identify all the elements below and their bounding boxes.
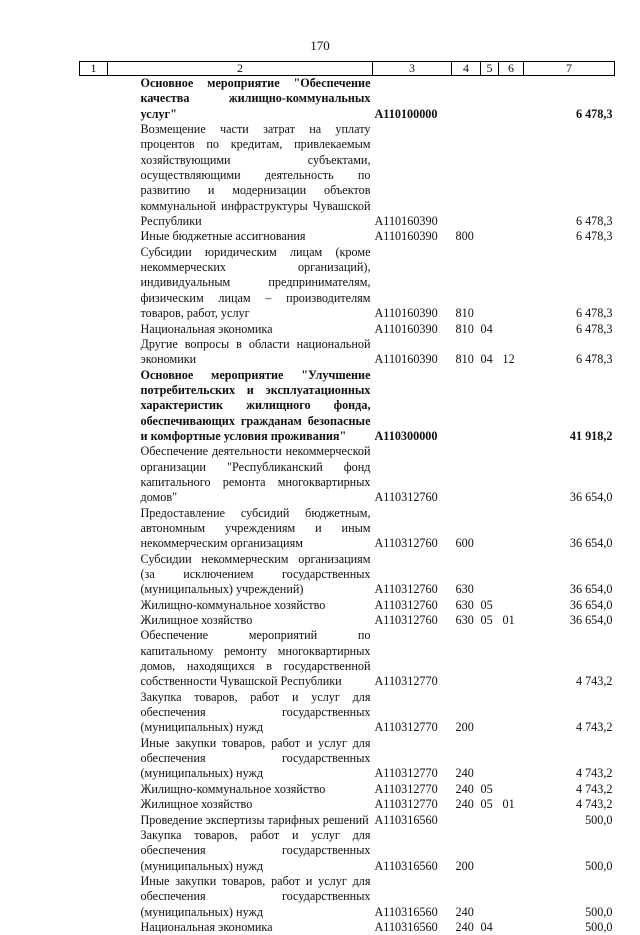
target-code: А110312760 — [373, 444, 452, 505]
item-name: Иные закупки товаров, работ и услуг для обеспечения государственных (муниципальных) нужд — [108, 736, 373, 782]
amount: 4 743,2 — [524, 797, 615, 812]
section-code — [481, 229, 499, 244]
table-row — [80, 229, 615, 244]
target-code: А110312770 — [373, 690, 452, 736]
table-row — [80, 690, 615, 736]
row-number-cell — [80, 245, 108, 322]
item-name: Национальная экономика — [108, 920, 373, 935]
target-code: А110160390 — [373, 322, 452, 337]
target-code: А110312770 — [373, 782, 452, 797]
expense-type-code — [452, 813, 481, 828]
row-number-cell — [80, 229, 108, 244]
section-code — [481, 736, 499, 782]
item-name: Субсидии юридическим лицам (кроме некоммерческих организаций), индивидуальным предпринимателям, физическим лицам – производителям товаров, работ, услуг — [108, 245, 373, 322]
table-row — [80, 782, 615, 797]
amount: 500,0 — [524, 874, 615, 920]
subsection-code — [499, 628, 524, 689]
row-number-cell — [80, 782, 108, 797]
row-number-cell — [80, 337, 108, 368]
subsection-code — [499, 828, 524, 874]
row-number-cell — [80, 368, 108, 445]
table-row — [80, 828, 615, 874]
budget-table — [79, 61, 615, 935]
header-cell: 5 — [481, 62, 499, 76]
table-row — [80, 797, 615, 812]
table-row — [80, 628, 615, 689]
table-row — [80, 920, 615, 935]
expense-type-code: 200 — [452, 690, 481, 736]
expense-type-code — [452, 444, 481, 505]
subsection-code — [499, 122, 524, 229]
amount: 6 478,3 — [524, 229, 615, 244]
subsection-code — [499, 322, 524, 337]
header-cell: 2 — [108, 62, 373, 76]
amount: 4 743,2 — [524, 736, 615, 782]
amount: 36 654,0 — [524, 552, 615, 598]
section-code: 04 — [481, 322, 499, 337]
target-code: А110312760 — [373, 598, 452, 613]
target-code: А110312760 — [373, 552, 452, 598]
subsection-code — [499, 874, 524, 920]
section-code: 04 — [481, 337, 499, 368]
section-code — [481, 368, 499, 445]
section-code: 05 — [481, 782, 499, 797]
subsection-code — [499, 552, 524, 598]
amount: 6 478,3 — [524, 76, 615, 123]
expense-type-code: 600 — [452, 506, 481, 552]
row-number-cell — [80, 444, 108, 505]
expense-type-code: 810 — [452, 245, 481, 322]
expense-type-code: 810 — [452, 322, 481, 337]
item-name: Обеспечение мероприятий по капитальному ремонту многоквартирных домов, находящихся в государственной собственности Чувашской Республики — [108, 628, 373, 689]
amount: 6 478,3 — [524, 122, 615, 229]
amount: 36 654,0 — [524, 444, 615, 505]
expense-type-code: 240 — [452, 874, 481, 920]
row-number-cell — [80, 828, 108, 874]
section-code — [481, 245, 499, 322]
row-number-cell — [80, 598, 108, 613]
table-body — [80, 76, 615, 935]
row-number-cell — [80, 322, 108, 337]
table-row — [80, 736, 615, 782]
target-code: А110312760 — [373, 613, 452, 628]
subsection-code — [499, 690, 524, 736]
item-name: Национальная экономика — [108, 322, 373, 337]
header-cell: 3 — [373, 62, 452, 76]
subsection-code — [499, 920, 524, 935]
header-row — [80, 62, 615, 76]
section-code: 04 — [481, 920, 499, 935]
row-number-cell — [80, 874, 108, 920]
subsection-code — [499, 598, 524, 613]
target-code: А110312760 — [373, 506, 452, 552]
item-name: Закупка товаров, работ и услуг для обеспечения государственных (муниципальных) нужд — [108, 690, 373, 736]
amount: 6 478,3 — [524, 337, 615, 368]
row-number-cell — [80, 797, 108, 812]
target-code: А110316560 — [373, 920, 452, 935]
table-row — [80, 598, 615, 613]
subsection-code — [499, 782, 524, 797]
section-code — [481, 506, 499, 552]
section-code — [481, 552, 499, 598]
table-row — [80, 76, 615, 123]
subsection-code: 12 — [499, 337, 524, 368]
target-code: А110100000 — [373, 76, 452, 123]
item-name: Жилищное хозяйство — [108, 797, 373, 812]
section-code — [481, 444, 499, 505]
item-name: Жилищно-коммунальное хозяйство — [108, 782, 373, 797]
table-row — [80, 874, 615, 920]
expense-type-code: 630 — [452, 613, 481, 628]
expense-type-code: 240 — [452, 920, 481, 935]
amount: 6 478,3 — [524, 245, 615, 322]
target-code: А110312770 — [373, 797, 452, 812]
section-code — [481, 690, 499, 736]
subsection-code — [499, 813, 524, 828]
amount: 4 743,2 — [524, 628, 615, 689]
table-row — [80, 245, 615, 322]
expense-type-code — [452, 368, 481, 445]
expense-type-code: 630 — [452, 552, 481, 598]
expense-type-code — [452, 76, 481, 123]
section-code: 05 — [481, 797, 499, 812]
item-name: Закупка товаров, работ и услуг для обеспечения государственных (муниципальных) нужд — [108, 828, 373, 874]
item-name: Предоставление субсидий бюджетным, автономным учреждениям и иным некоммерческим организациям — [108, 506, 373, 552]
amount: 41 918,2 — [524, 368, 615, 445]
row-number-cell — [80, 920, 108, 935]
item-name: Основное мероприятие "Улучшение потребительских и эксплуатационных характеристик жилищного фонда, обеспечивающих гражданам безопасные и комфортные условия проживания" — [108, 368, 373, 445]
header-cell: 6 — [499, 62, 524, 76]
table-row — [80, 122, 615, 229]
page-number: 170 — [0, 38, 640, 54]
row-number-cell — [80, 813, 108, 828]
item-name: Возмещение части затрат на уплату процентов по кредитам, привлекаемым хозяйствующими субъектами, осуществляющими деятельность по развитию и модернизации объектов коммунальной инфраструктуры Чувашской Республики — [108, 122, 373, 229]
section-code — [481, 122, 499, 229]
item-name: Основное мероприятие "Обеспечение качества жилищно-коммунальных услуг" — [108, 76, 373, 123]
subsection-code — [499, 245, 524, 322]
expense-type-code: 800 — [452, 229, 481, 244]
table-row — [80, 322, 615, 337]
section-code — [481, 828, 499, 874]
header-cell: 7 — [524, 62, 615, 76]
subsection-code — [499, 368, 524, 445]
item-name: Обеспечение деятельности некоммерческой организации "Республиканский фонд капитального ремонта многоквартирных домов" — [108, 444, 373, 505]
target-code: А110160390 — [373, 229, 452, 244]
section-code: 05 — [481, 598, 499, 613]
section-code — [481, 874, 499, 920]
table-row — [80, 368, 615, 445]
amount: 6 478,3 — [524, 322, 615, 337]
target-code: А110312770 — [373, 628, 452, 689]
subsection-code — [499, 229, 524, 244]
amount: 500,0 — [524, 920, 615, 935]
target-code: А110160390 — [373, 122, 452, 229]
table-header — [80, 62, 615, 76]
amount: 36 654,0 — [524, 506, 615, 552]
row-number-cell — [80, 690, 108, 736]
row-number-cell — [80, 76, 108, 123]
amount: 4 743,2 — [524, 782, 615, 797]
expense-type-code: 240 — [452, 736, 481, 782]
table-row — [80, 337, 615, 368]
subsection-code: 01 — [499, 797, 524, 812]
table-row — [80, 552, 615, 598]
expense-type-code — [452, 122, 481, 229]
item-name: Проведение экспертизы тарифных решений — [108, 813, 373, 828]
item-name: Жилищное хозяйство — [108, 613, 373, 628]
row-number-cell — [80, 506, 108, 552]
table-row — [80, 613, 615, 628]
target-code: А110312770 — [373, 736, 452, 782]
expense-type-code: 240 — [452, 782, 481, 797]
expense-type-code: 810 — [452, 337, 481, 368]
row-number-cell — [80, 552, 108, 598]
table-row — [80, 444, 615, 505]
item-name: Иные бюджетные ассигнования — [108, 229, 373, 244]
subsection-code — [499, 736, 524, 782]
expense-type-code: 630 — [452, 598, 481, 613]
item-name: Жилищно-коммунальное хозяйство — [108, 598, 373, 613]
expense-type-code — [452, 628, 481, 689]
target-code: А110316560 — [373, 813, 452, 828]
row-number-cell — [80, 613, 108, 628]
amount: 36 654,0 — [524, 598, 615, 613]
expense-type-code: 240 — [452, 797, 481, 812]
target-code: А110300000 — [373, 368, 452, 445]
amount: 500,0 — [524, 828, 615, 874]
target-code: А110316560 — [373, 874, 452, 920]
amount: 4 743,2 — [524, 690, 615, 736]
row-number-cell — [80, 628, 108, 689]
header-cell: 1 — [80, 62, 108, 76]
item-name: Иные закупки товаров, работ и услуг для обеспечения государственных (муниципальных) нужд — [108, 874, 373, 920]
table-row — [80, 813, 615, 828]
amount: 36 654,0 — [524, 613, 615, 628]
row-number-cell — [80, 736, 108, 782]
section-code: 05 — [481, 613, 499, 628]
expense-type-code: 200 — [452, 828, 481, 874]
item-name: Другие вопросы в области национальной экономики — [108, 337, 373, 368]
section-code — [481, 813, 499, 828]
section-code — [481, 76, 499, 123]
header-cell: 4 — [452, 62, 481, 76]
subsection-code — [499, 444, 524, 505]
subsection-code — [499, 76, 524, 123]
amount: 500,0 — [524, 813, 615, 828]
table-row — [80, 506, 615, 552]
target-code: А110316560 — [373, 828, 452, 874]
section-code — [481, 628, 499, 689]
row-number-cell — [80, 122, 108, 229]
target-code: А110160390 — [373, 245, 452, 322]
target-code: А110160390 — [373, 337, 452, 368]
subsection-code — [499, 506, 524, 552]
item-name: Субсидии некоммерческим организациям (за исключением государственных (муниципальных) учреждений) — [108, 552, 373, 598]
subsection-code: 01 — [499, 613, 524, 628]
